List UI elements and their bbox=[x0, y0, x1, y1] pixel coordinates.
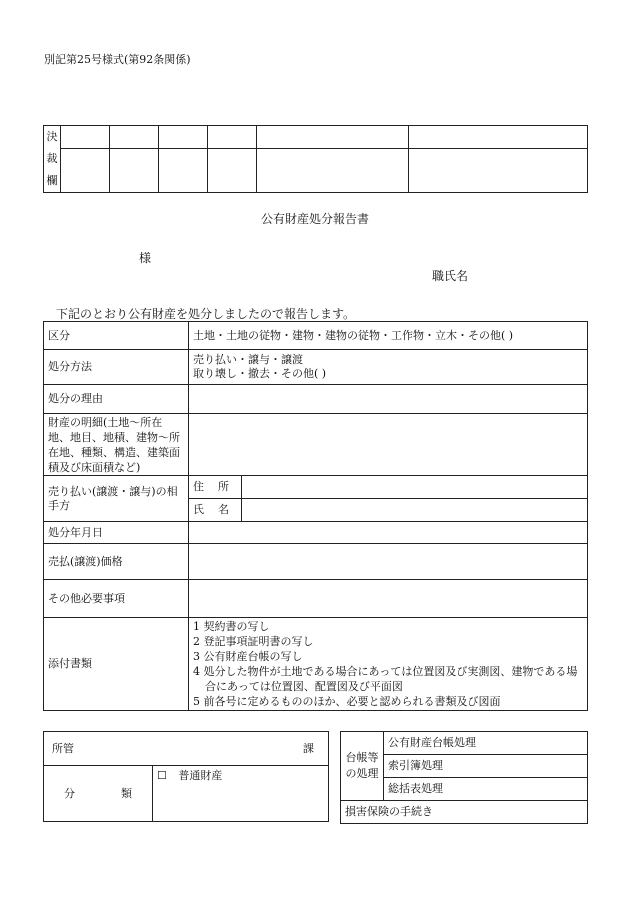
approval-cell[interactable] bbox=[409, 126, 588, 149]
category-value[interactable]: 土地・土地の従物・建物・建物の従物・工作物・立木・その他( ) bbox=[189, 322, 588, 350]
ledger-label: 台帳等の処理 bbox=[341, 732, 384, 801]
other-value[interactable] bbox=[189, 580, 588, 618]
approval-table bbox=[43, 125, 588, 193]
address-label: 住 所 bbox=[189, 476, 242, 499]
approval-cell[interactable] bbox=[208, 149, 257, 193]
date-label: 処分年月日 bbox=[44, 522, 189, 544]
attachments-list bbox=[189, 618, 588, 711]
details-label: 財産の明細(土地～所在地、地目、地積、建物～所在地、種類、構造、建築面積及び床面積など) bbox=[44, 414, 189, 476]
method-label: 処分方法 bbox=[44, 350, 189, 385]
method-line: 取り壊し・撤去・その他( ) bbox=[193, 367, 327, 380]
approval-cell[interactable] bbox=[257, 149, 409, 193]
page-title: 公有財産処分報告書 bbox=[260, 212, 369, 226]
date-value[interactable] bbox=[189, 522, 588, 544]
counterparty-label: 売り払い(譲渡・譲与)の相手方 bbox=[44, 476, 189, 522]
approval-cell[interactable] bbox=[110, 149, 159, 193]
approval-cell[interactable] bbox=[409, 149, 588, 193]
row-counterparty bbox=[44, 476, 588, 499]
row-other bbox=[44, 580, 588, 618]
details-value[interactable] bbox=[189, 414, 588, 476]
attachment-item: 5 前各号に定めるもののほか、必要と認められる書類及び図面 bbox=[193, 695, 501, 708]
main-table bbox=[43, 321, 588, 711]
ledger-item[interactable]: 総括表処理 bbox=[384, 778, 588, 801]
reason-label: 処分の理由 bbox=[44, 385, 189, 414]
attachments-label: 添付書類 bbox=[44, 618, 189, 711]
row-attachments bbox=[44, 618, 588, 711]
ledger-item[interactable]: 索引簿処理 bbox=[384, 755, 588, 778]
section-suffix: 課 bbox=[303, 741, 314, 755]
classification-value-cell bbox=[153, 766, 329, 822]
reason-value[interactable] bbox=[189, 385, 588, 414]
approval-cell[interactable] bbox=[257, 126, 409, 149]
approval-cell[interactable] bbox=[61, 149, 110, 193]
row-details bbox=[44, 414, 588, 476]
approval-label: 決 裁 欄 bbox=[44, 126, 61, 193]
jurisdiction-row[interactable] bbox=[44, 732, 329, 766]
classification-label: 分 類 bbox=[44, 766, 153, 822]
row-price bbox=[44, 544, 588, 580]
attachment-item: 2 登記事項証明書の写し bbox=[193, 635, 314, 648]
name-value[interactable] bbox=[242, 499, 588, 522]
ledger-item[interactable]: 公有財産台帳処理 bbox=[384, 732, 588, 755]
row-reason bbox=[44, 385, 588, 414]
row-date bbox=[44, 522, 588, 544]
jurisdiction-label: 所管 bbox=[52, 741, 74, 755]
sender-label: 職氏名 bbox=[432, 269, 469, 283]
approval-cell[interactable] bbox=[110, 126, 159, 149]
row-method bbox=[44, 350, 588, 385]
form-number: 別記第25号様式(第92条関係) bbox=[44, 53, 191, 66]
price-label: 売払(譲渡)価格 bbox=[44, 544, 189, 580]
classification-value: 普通財産 bbox=[178, 769, 223, 782]
intro-text: 下記のとおり公有財産を処分しましたので報告します。 bbox=[56, 307, 356, 321]
attachment-item: 1 契約書の写し bbox=[193, 620, 270, 633]
approval-cell[interactable] bbox=[208, 126, 257, 149]
approval-cell[interactable] bbox=[61, 126, 110, 149]
addressee-suffix: 様 bbox=[139, 251, 152, 265]
name-label: 氏 名 bbox=[189, 499, 242, 522]
method-value[interactable] bbox=[189, 350, 588, 385]
address-value[interactable] bbox=[242, 476, 588, 499]
ledger-table bbox=[340, 731, 588, 824]
jurisdiction-table bbox=[43, 731, 329, 822]
price-value[interactable] bbox=[189, 544, 588, 580]
other-label: その他必要事項 bbox=[44, 580, 189, 618]
checkbox-icon[interactable]: ☐ bbox=[157, 769, 167, 782]
insurance-item[interactable]: 損害保険の手続き bbox=[341, 801, 588, 824]
approval-cell[interactable] bbox=[159, 126, 208, 149]
attachment-item: 3 公有財産台帳の写し bbox=[193, 650, 303, 663]
attachment-item: 4 処分した物件が土地である場合にあっては位置図及び実測図、建物である場合にあっては位置図、配置図及び平面図 bbox=[193, 665, 578, 693]
approval-cell[interactable] bbox=[159, 149, 208, 193]
row-category bbox=[44, 322, 588, 350]
method-line: 売り払い・譲与・譲渡 bbox=[193, 353, 303, 366]
category-label: 区分 bbox=[44, 322, 189, 350]
